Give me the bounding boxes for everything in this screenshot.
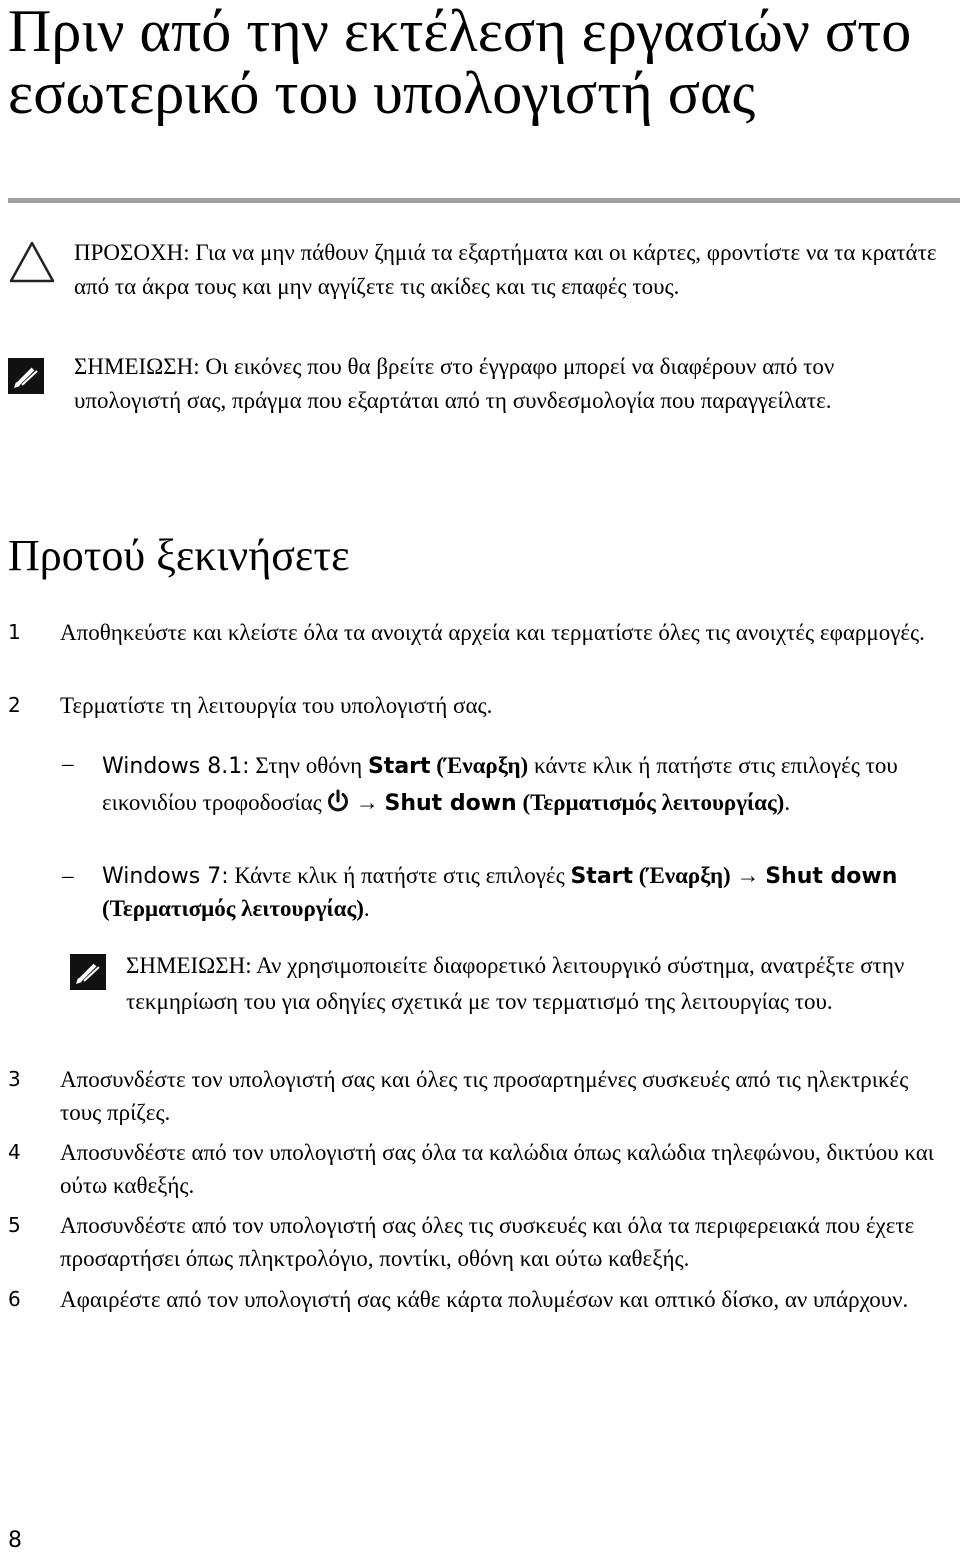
title-divider <box>8 198 960 203</box>
start-label: Start <box>570 864 634 889</box>
caution-icon <box>8 240 56 289</box>
step-text: Αφαιρέστε από τον υπολογιστή σας κάθε κάρτα πολυμέσων και οπτικό δίσκο, αν υπάρχουν. <box>60 1287 909 1312</box>
step-text: Αποσυνδέστε τον υπολογιστή σας και όλες τις προσαρτημένες συσκευές από τις ηλεκτρικές τους πρίζες. <box>60 1067 909 1125</box>
note-1-text: Οι εικόνες που θα βρείτε στο έγγραφο μπορεί να διαφέρουν από τον υπολογιστή σας, πράγμα που εξαρτάται από τη συνδεσμολογία που παραγγείλατε. <box>74 354 835 413</box>
windows-8-text-b: κάντε κλικ ή πατήστε στις επιλογές του εικονιδίου τροφοδοσίας <box>102 753 898 815</box>
windows-8-text-a: Στην οθόνη <box>255 753 363 778</box>
start-label: Start <box>367 754 431 779</box>
start-label-greek: (Έναρξη) <box>436 753 529 778</box>
power-icon <box>326 788 350 824</box>
shutdown-label: Shut down <box>765 864 898 889</box>
shutdown-label: Shut down <box>384 791 517 816</box>
step-number: 3 <box>8 1067 21 1091</box>
shutdown-label-greek: (Τερματισμός λειτουργίας) <box>102 896 364 921</box>
note-2 <box>126 948 954 1020</box>
windows-7-label: Windows 7: <box>102 864 229 889</box>
list-dash: – <box>62 863 74 888</box>
note-2-text: Αν χρησιμοποιείτε διαφορετικό λειτουργικό σύστημα, ανατρέξτε στην τεκμηρίωση του για οδηγίες σχετικά με τον τερματισμό της λειτουργίας του. <box>126 953 905 1014</box>
note-1 <box>74 350 944 418</box>
step-number: 2 <box>8 693 21 717</box>
arrow: → <box>736 863 760 888</box>
section-title: Προτού ξεκινήσετε <box>8 531 350 580</box>
note-2-label: ΣΗΜΕΙΩΣΗ: <box>126 953 252 978</box>
step-number: 6 <box>8 1287 21 1311</box>
sentence-end: . <box>784 790 791 815</box>
step-text: Αποσυνδέστε από τον υπολογιστή σας όλα τα καλώδια όπως καλώδια τηλεφώνου, δικτύου και ούτω καθεξής. <box>60 1140 934 1198</box>
windows-8-instruction <box>102 748 932 824</box>
windows-7-text-a: Κάντε κλικ ή πατήστε στις επιλογές <box>234 863 565 888</box>
caution-notice <box>74 236 944 304</box>
step-number: 4 <box>8 1140 21 1164</box>
caution-text: Για να μην πάθουν ζημιά τα εξαρτήματα και οι κάρτες, φροντίστε να τα κρατάτε από τα άκρα τους και μην αγγίζετε τις ακίδες και τις επαφές τους. <box>74 240 937 299</box>
note-pencil-icon <box>8 358 44 399</box>
step-number: 5 <box>8 1213 21 1237</box>
step-text: Αποσυνδέστε από τον υπολογιστή σας όλες τις συσκευές και όλα τα περιφερειακά που έχετε προσαρτήσει όπως πληκτρολόγιο, ποντίκι, οθόνη και ούτω καθεξής. <box>60 1213 915 1271</box>
step-text: Τερματίστε τη λειτουργία του υπολογιστή σας. <box>60 693 493 718</box>
sentence-end: . <box>363 896 370 921</box>
arrow: → <box>355 790 379 815</box>
start-label-greek: (Έναρξη) <box>638 863 731 888</box>
page-title: Πριν από την εκτέλεση εργασιών στο εσωτερικό του υπολογιστή σας <box>8 0 912 126</box>
note-1-label: ΣΗΜΕΙΩΣΗ: <box>74 354 200 379</box>
step-text: Αποθηκεύστε και κλείστε όλα τα ανοιχτά αρχεία και τερματίστε όλες τις ανοιχτές εφαρμογές. <box>60 620 925 645</box>
windows-7-instruction <box>102 860 932 925</box>
windows-8-label: Windows 8.1: <box>102 754 250 779</box>
note-pencil-icon <box>70 954 106 995</box>
caution-label: ΠΡΟΣΟΧΗ: <box>74 240 190 265</box>
page-number: 8 <box>8 1528 22 1553</box>
shutdown-label-greek: (Τερματισμός λειτουργίας) <box>522 790 785 815</box>
step-number: 1 <box>8 620 21 644</box>
list-dash: – <box>62 751 74 776</box>
